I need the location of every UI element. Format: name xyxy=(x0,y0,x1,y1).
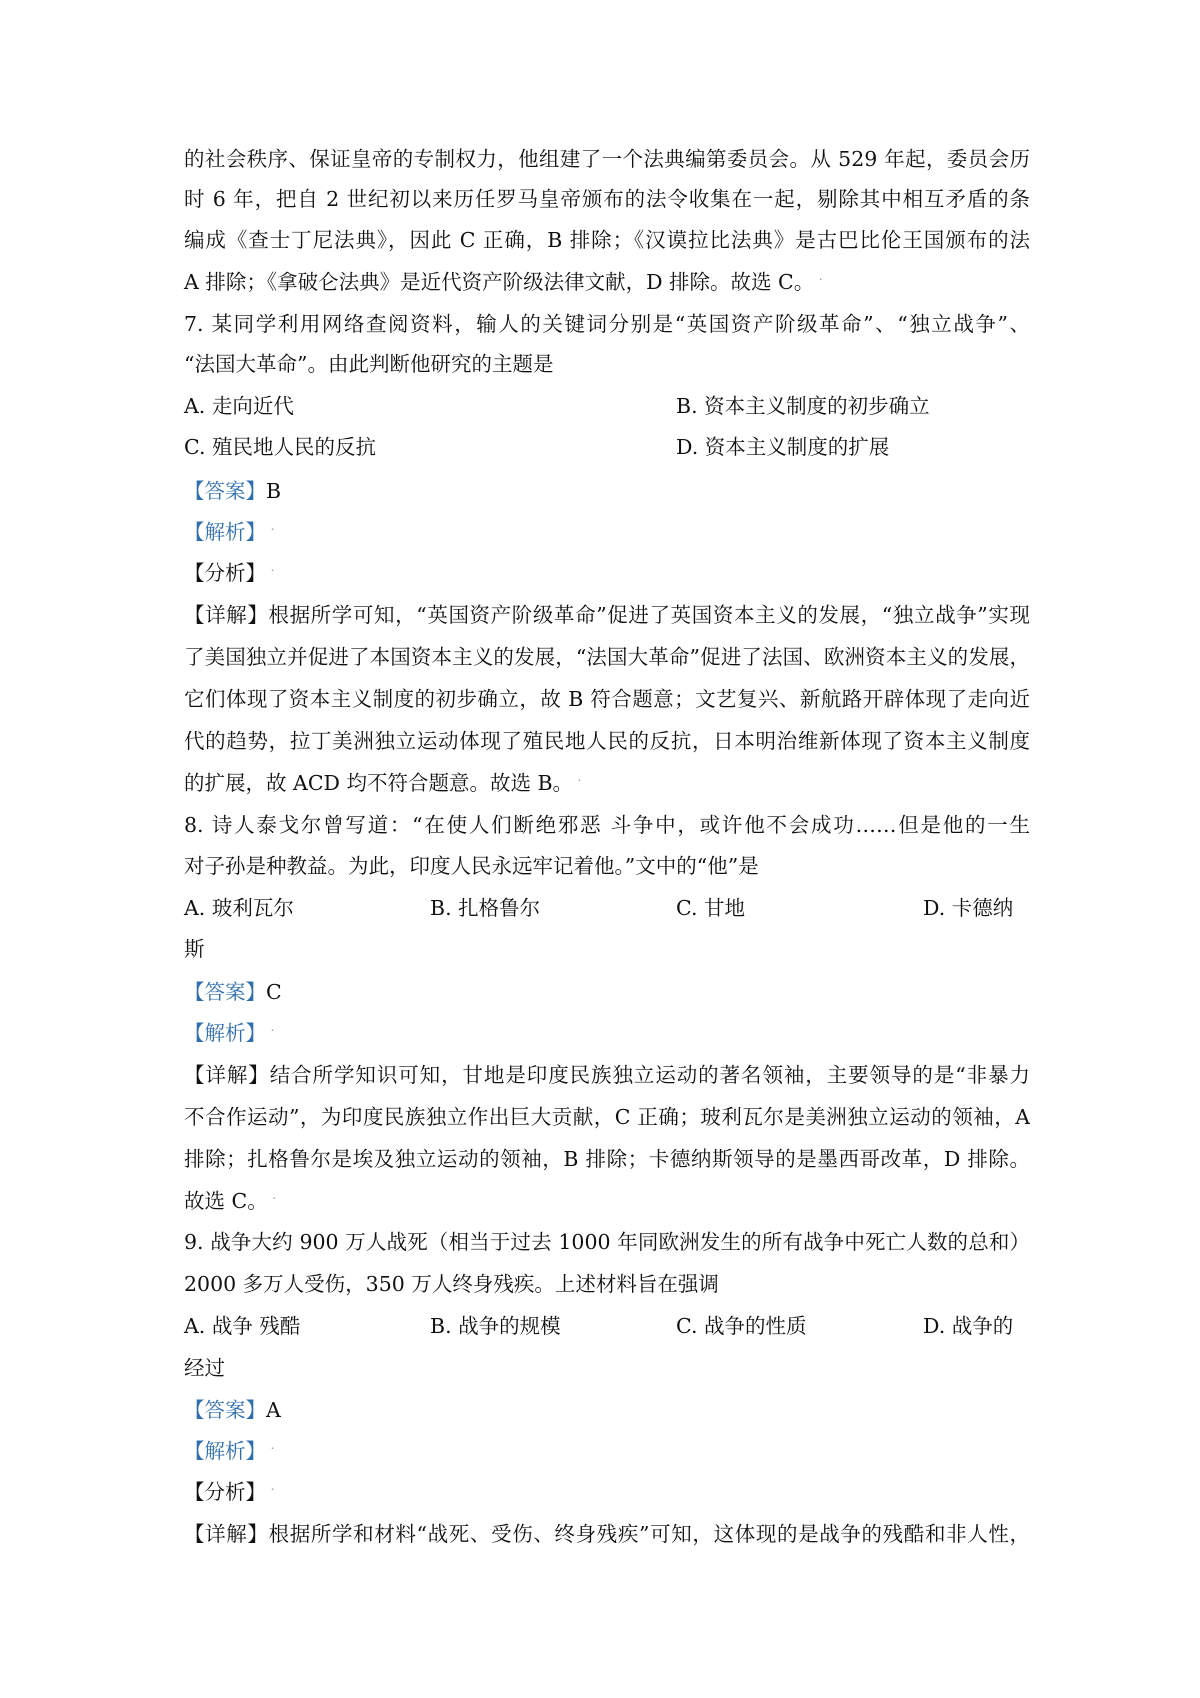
q7-option-d: D. 资本主义制度的扩展 xyxy=(676,435,890,459)
q6-text-line-4-text: A 排除；《拿破仑法典》是近代资产阶级法律文献，D 排除。故选 C。 xyxy=(184,270,815,294)
q9-option-c: C. 战争的性质 xyxy=(676,1314,807,1338)
q9-stem-line-1: 9. 战争大约 900 万人战死（相当于过去 1000 年同欧洲发生的所有战争中死亡人数的总和） xyxy=(184,1230,1030,1254)
q9-option-d-wrap: 经过 xyxy=(184,1356,225,1380)
q9-analysis-line xyxy=(184,1438,276,1467)
q7-stem-line-1: 7. 某同学利用网络查阅资料，输人的关键词分别是“英国资产阶级革命”、“独立战争”、 xyxy=(184,312,1030,336)
q8-detail-line-2: 不合作运动”，为印度民族独立作出巨大贡献，C 正确；玻利瓦尔是美洲独立运动的领袖，A xyxy=(184,1105,1030,1129)
q6-text-line-2: 时 6 年，把自 2 世纪初以来历任罗马皇帝颁布的法令收集在一起，剔除其中相互矛盾的条 xyxy=(184,187,1030,211)
q7-option-c: C. 殖民地人民的反抗 xyxy=(184,435,376,459)
q7-option-a: A. 走向近代 xyxy=(184,394,294,418)
q8-analysis-line xyxy=(184,1020,276,1049)
q9-detail-text-1: 根据所学和材料“战死、受伤、终身残疾”可知，这体现的是战争的残酷和非人性， xyxy=(268,1522,1030,1546)
paragraph-mark-icon: ˙ xyxy=(269,1028,276,1044)
q7-detail-line-2: 了美国独立并促进了本国资本主义的发展，“法国大革命”促进了法国、欧洲资本主义的发展， xyxy=(184,645,1030,669)
analysis-tag: 【解析】 xyxy=(184,1021,266,1045)
q9-detail-line-1 xyxy=(184,1521,1030,1547)
q9-option-b: B. 战争的规模 xyxy=(430,1314,561,1338)
analysis-tag: 【解析】 xyxy=(184,1439,266,1463)
q8-option-d: D. 卡德纳 xyxy=(923,896,1014,920)
answer-tag: 【答案】 xyxy=(184,479,266,503)
analysis-tag: 【解析】 xyxy=(184,520,266,544)
paragraph-mark-icon: ˙ xyxy=(269,1446,276,1462)
q9-option-d: D. 战争的 xyxy=(923,1314,1014,1338)
q7-option-b: B. 资本主义制度的初步确立 xyxy=(676,394,930,418)
q8-detail-line-3: 排除；扎格鲁尔是埃及独立运动的领袖，B 排除；卡德纳斯领导的是墨西哥改革，D 排除。 xyxy=(184,1147,1030,1171)
q9-answer-line xyxy=(184,1397,281,1423)
paragraph-mark-icon: ˙ xyxy=(576,778,584,794)
paragraph-mark-icon: ˙ xyxy=(269,527,276,543)
q7-answer-line xyxy=(184,478,281,504)
paragraph-mark-icon: ˙ xyxy=(269,1487,276,1503)
q9-stem-line-2: 2000 多万人受伤，350 万人终身残疾。上述材料旨在强调 xyxy=(184,1272,719,1296)
paragraph-mark-icon: ˙ xyxy=(269,568,276,584)
answer-tag: 【答案】 xyxy=(184,980,266,1004)
q7-stem-line-2: “法国大革命”。由此判断他研究的主题是 xyxy=(184,352,554,376)
detail-tag: 【详解】 xyxy=(184,603,269,627)
q8-answer-line xyxy=(184,979,282,1005)
q7-fenxi-line xyxy=(184,560,276,589)
q7-detail-line-3: 它们体现了资本主义制度的初步确立，故 B 符合题意；文艺复兴、新航路开辟体现了走向近 xyxy=(184,687,1030,711)
q7-detail-line-5 xyxy=(184,770,583,799)
q7-detail-line-4: 代的趋势，拉丁美洲独立运动体现了殖民地人民的反抗，日本明治维新体现了资本主义制度 xyxy=(184,729,1030,753)
paragraph-mark-icon: ˙ xyxy=(270,1196,278,1212)
q8-option-c: C. 甘地 xyxy=(676,896,745,920)
detail-tag: 【详解】 xyxy=(184,1063,270,1087)
q9-answer: A xyxy=(266,1398,281,1422)
q8-detail-line-1 xyxy=(184,1062,1030,1088)
q8-answer: C xyxy=(266,980,282,1004)
q8-detail-line-4 xyxy=(184,1188,278,1217)
q9-fenxi-line xyxy=(184,1479,276,1508)
fenxi-tag: 【分析】 xyxy=(184,1480,266,1504)
q6-text-line-4 xyxy=(184,269,824,298)
q8-option-b: B. 扎格鲁尔 xyxy=(430,896,541,920)
q8-option-a: A. 玻利瓦尔 xyxy=(184,896,294,920)
answer-tag: 【答案】 xyxy=(184,1398,266,1422)
q7-detail-line-1 xyxy=(184,602,1030,628)
q7-detail-text-1: 根据所学可知，“英国资产阶级革命”促进了英国资本主义的发展，“独立战争”实现 xyxy=(268,603,1030,627)
q7-answer: B xyxy=(266,479,282,503)
detail-tag: 【详解】 xyxy=(184,1522,269,1546)
paragraph-mark-icon: ˙ xyxy=(817,277,825,293)
q6-text-line-1: 的社会秩序、保证皇帝的专制权力，他组建了一个法典编第委员会。从 529 年起，委员会历 xyxy=(184,147,1030,171)
q9-option-a: A. 战争 残酷 xyxy=(184,1314,301,1338)
q7-analysis-line xyxy=(184,519,276,548)
q8-option-d-wrap: 斯 xyxy=(184,937,205,961)
q8-stem-line-2: 对子孙是种教益。为此，印度人民永远牢记着他。”文中的“他”是 xyxy=(184,854,759,878)
q8-stem-line-1: 8. 诗人泰戈尔曾写道：“在使人们断绝邪恶 斗争中，或许他不会成功……但是他的一生 xyxy=(184,813,1030,837)
q8-detail-text-4: 故选 C。 xyxy=(184,1189,268,1213)
q8-detail-text-1: 结合所学知识可知，甘地是印度民族独立运动的著名领袖，主要领导的是“非暴力 xyxy=(269,1063,1030,1087)
q7-detail-text-5: 的扩展，故 ACD 均不符合题意。故选 B。 xyxy=(184,771,574,795)
q6-text-line-3: 编成《查士丁尼法典》，因此 C 正确，B 排除；《汉谟拉比法典》是古巴比伦王国颁布的法 xyxy=(184,228,1030,252)
fenxi-tag: 【分析】 xyxy=(184,561,266,585)
